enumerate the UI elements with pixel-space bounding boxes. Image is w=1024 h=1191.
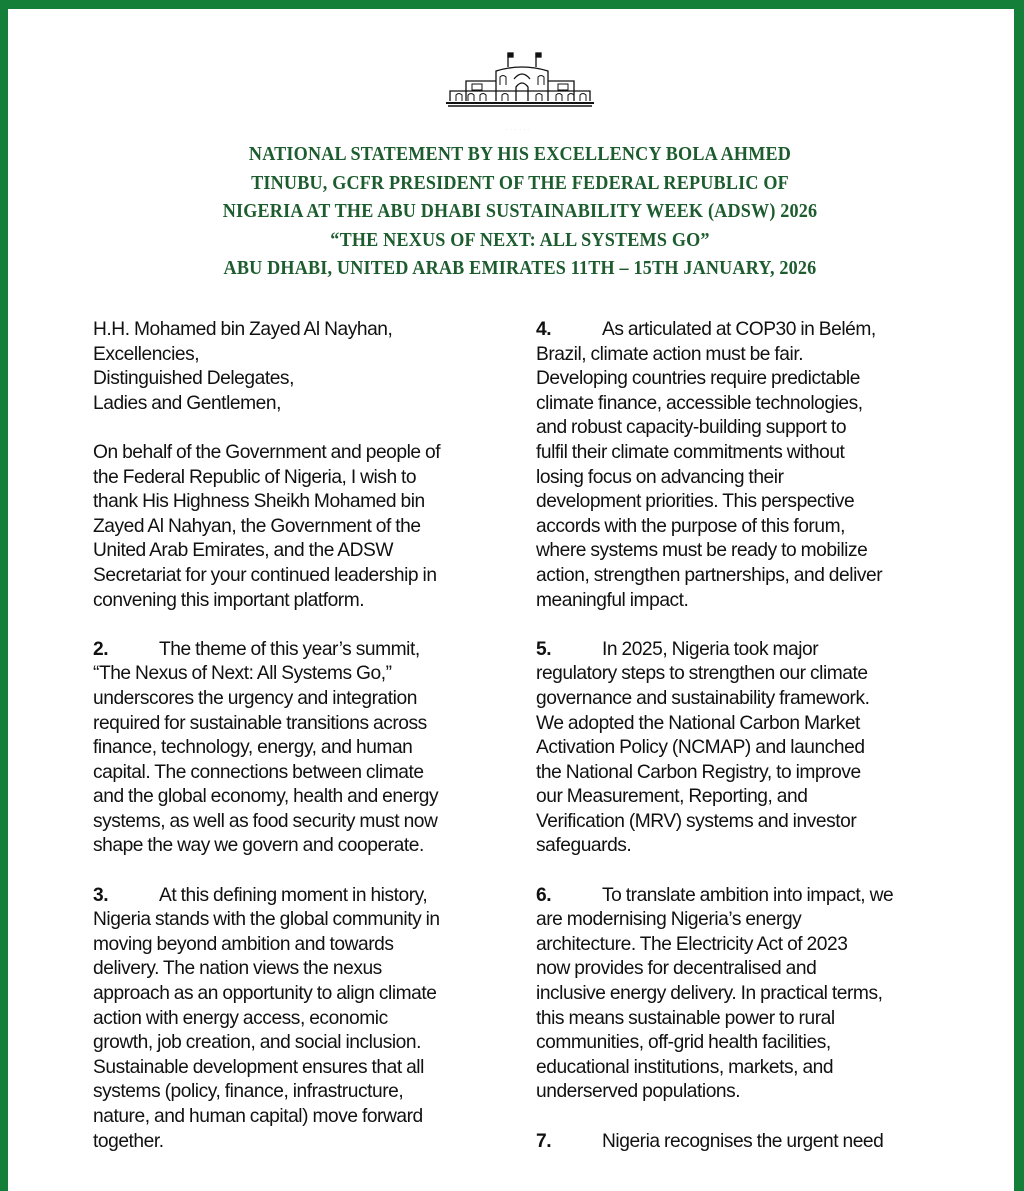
paragraph-number: 7. — [536, 1130, 552, 1152]
title-line: NATIONAL STATEMENT BY HIS EXCELLENCY BOLA AHMED — [248, 144, 792, 165]
paragraph-line: underserved populations. — [536, 1081, 741, 1103]
paragraph-line: now provides for decentralised and — [536, 958, 817, 980]
statement-title — [137, 141, 903, 284]
paragraph-line: are modernising Nigeria’s energy — [536, 909, 802, 931]
paragraph-line: our Measurement, Reporting, and — [536, 786, 808, 808]
paragraph-line: safeguards. — [536, 835, 632, 857]
paragraph-line: capital. The connections between climate — [93, 761, 424, 783]
paragraph-5 — [536, 638, 956, 859]
paragraph-line: where systems must be ready to mobilize — [536, 540, 868, 562]
paragraph-line: required for sustainable transitions across — [93, 712, 427, 734]
title-line: TINUBU, GCFR PRESIDENT OF THE FEDERAL REPUBLIC OF — [251, 172, 789, 194]
paragraph-line: On behalf of the Government and people of — [93, 441, 441, 463]
paragraph-line: Brazil, climate action must be fair. — [536, 343, 804, 365]
paragraph-line: We adopted the National Carbon Market — [536, 712, 860, 734]
paragraph-line: systems (policy, finance, infrastructure, — [93, 1081, 404, 1103]
paragraph-number: 5. — [536, 638, 552, 660]
building-emblem-icon — [444, 49, 596, 111]
paragraph-line: climate finance, accessible technologies, — [536, 392, 863, 414]
paragraph-line: shape the way we govern and cooperate. — [93, 835, 424, 857]
paragraph-first-line: At this defining moment in history, — [159, 884, 428, 906]
paragraph-line: inclusive energy delivery. In practical terms, — [536, 983, 883, 1005]
paragraph-line: educational institutions, markets, and — [536, 1056, 834, 1078]
paragraph-line: the National Carbon Registry, to improve — [536, 761, 861, 783]
paragraph-line: accords with the purpose of this forum, — [536, 515, 845, 537]
paragraph-line: Zayed Al Nahyan, the Government of the — [93, 515, 421, 537]
paragraph-line: thank His Highness Sheikh Mohamed bin — [93, 491, 425, 513]
paragraph-line: and robust capacity-building support to — [536, 417, 847, 439]
paragraph-line: “The Nexus of Next: All Systems Go,” — [93, 663, 392, 685]
paragraph-number: 6. — [536, 884, 552, 906]
paragraph-number: 3. — [93, 884, 109, 906]
salutation-line: H.H. Mohamed bin Zayed Al Nayhan, — [93, 319, 393, 340]
emblem-caption: · · · · · · — [506, 127, 531, 132]
paragraph-line: losing focus on advancing their — [536, 466, 784, 488]
paragraph-3 — [93, 884, 513, 1155]
paragraph-line: Secretariat for your continued leadership in — [93, 564, 437, 586]
paragraph-line: this means sustainable power to rural — [536, 1007, 835, 1029]
paragraph-4 — [536, 318, 956, 613]
paragraph-number: 2. — [93, 638, 109, 660]
salutation-line: Distinguished Delegates, — [93, 368, 294, 390]
paragraph-first-line: To translate ambition into impact, we — [602, 884, 894, 906]
paragraph-line: regulatory steps to strengthen our climate — [536, 663, 868, 685]
paragraph-line: development priorities. This perspective — [536, 491, 855, 513]
paragraph-line: convening this important platform. — [93, 589, 365, 611]
paragraph-line: underscores the urgency and integration — [93, 687, 417, 709]
paragraph-line: Sustainable development ensures that all — [93, 1056, 424, 1078]
paragraph-first-line: In 2025, Nigeria took major — [602, 638, 819, 660]
title-line: “THE NEXUS OF NEXT: ALL SYSTEMS GO” — [330, 229, 710, 251]
paragraph-2 — [93, 638, 513, 859]
paragraph-line: Verification (MRV) systems and investor — [536, 810, 857, 832]
paragraph-line: together. — [93, 1130, 164, 1152]
paragraph-line: delivery. The nation views the nexus — [93, 958, 382, 980]
paragraph-line: action with energy access, economic — [93, 1007, 388, 1029]
title-line: NIGERIA AT THE ABU DHABI SUSTAINABILITY WEEK (ADSW) 2026 — [222, 201, 818, 223]
paragraph-line: action, strengthen partnerships, and deliver — [536, 564, 883, 586]
paragraph-line: Nigeria stands with the global community in — [93, 909, 440, 931]
salutation-line: Excellencies, — [93, 343, 200, 365]
paragraph-6 — [536, 884, 956, 1105]
paragraph-line: architecture. The Electricity Act of 2023 — [536, 933, 848, 955]
paragraph-line: nature, and human capital) move forward — [93, 1106, 423, 1127]
paragraph-line: Activation Policy (NCMAP) and launched — [536, 737, 865, 759]
paragraph-line: governance and sustainability framework. — [536, 687, 870, 709]
paragraph-line: Developing countries require predictable — [536, 368, 860, 390]
paragraph-first-line: Nigeria recognises the urgent need — [602, 1130, 884, 1152]
paragraph-line: United Arab Emirates, and the ADSW — [93, 540, 394, 562]
left-column — [93, 318, 513, 1179]
paragraph-line: approach as an opportunity to align climate — [93, 983, 437, 1005]
paragraph-number: 4. — [536, 319, 552, 340]
paragraph-first-line: As articulated at COP30 in Belém, — [602, 319, 876, 340]
salutation — [93, 318, 513, 416]
paragraph-line: meaningful impact. — [536, 589, 689, 611]
paragraph-line: communities, off-grid health facilities, — [536, 1032, 831, 1054]
salutation-line: Ladies and Gentlemen, — [93, 392, 281, 414]
paragraph-line: fulfil their climate commitments without — [536, 441, 845, 463]
right-column — [536, 318, 956, 1179]
paragraph-line: the Federal Republic of Nigeria, I wish to — [93, 466, 417, 488]
paragraph-line: moving beyond ambition and towards — [93, 933, 394, 955]
paragraph-line: finance, technology, energy, and human — [93, 737, 413, 759]
paragraph-line: growth, job creation, and social inclusion. — [93, 1032, 421, 1054]
paragraph-first-line: The theme of this year’s summit, — [159, 638, 420, 660]
intro-paragraph — [93, 441, 513, 613]
paragraph-7 — [536, 1130, 956, 1155]
title-line: ABU DHABI, UNITED ARAB EMIRATES 11TH – 15TH JANUARY, 2026 — [223, 258, 817, 280]
paragraph-line: systems, as well as food security must now — [93, 810, 438, 832]
paragraph-line: and the global economy, health and energy — [93, 786, 439, 808]
